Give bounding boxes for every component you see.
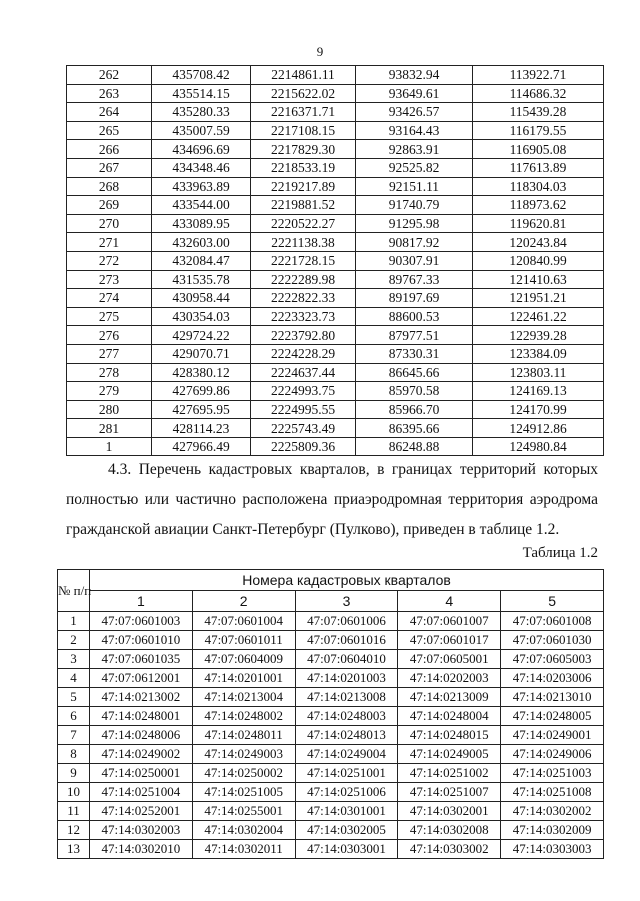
table-cell: 264 bbox=[67, 103, 152, 122]
table-cell: 262 bbox=[67, 66, 152, 85]
table-cell: 280 bbox=[67, 400, 152, 419]
table-cell: 428114.23 bbox=[152, 419, 251, 438]
table-cell: 124169.13 bbox=[473, 382, 604, 401]
cadastral-number: 47:14:0302010 bbox=[90, 840, 193, 859]
table-row bbox=[67, 437, 604, 456]
table-cell: 433089.95 bbox=[152, 214, 251, 233]
table-cell: 115439.28 bbox=[473, 103, 604, 122]
cadastral-number: 47:14:0302002 bbox=[501, 802, 604, 821]
row-number-header: № п/п bbox=[58, 570, 90, 612]
column-number: 4 bbox=[398, 591, 501, 612]
cadastral-number: 47:14:0249005 bbox=[398, 745, 501, 764]
table-row bbox=[58, 726, 604, 745]
cadastral-number: 47:14:0248006 bbox=[90, 726, 193, 745]
table-cell: 2215622.02 bbox=[251, 84, 356, 103]
cadastral-number: 47:14:0303003 bbox=[501, 840, 604, 859]
table-cell: 2225809.36 bbox=[251, 437, 356, 456]
table-cell: 431535.78 bbox=[152, 270, 251, 289]
table-cell: 90307.91 bbox=[356, 251, 473, 270]
cadastral-number: 47:14:0302003 bbox=[90, 821, 193, 840]
table-cell: 429070.71 bbox=[152, 344, 251, 363]
cadastral-number: 47:14:0201001 bbox=[192, 669, 295, 688]
table-cell: 435007.59 bbox=[152, 121, 251, 140]
table-cell: 427966.49 bbox=[152, 437, 251, 456]
page-number: 9 bbox=[316, 44, 324, 59]
table-cell: 430354.03 bbox=[152, 307, 251, 326]
row-number: 1 bbox=[58, 612, 90, 631]
cadastral-number: 47:14:0213009 bbox=[398, 688, 501, 707]
table-cell: 118304.03 bbox=[473, 177, 604, 196]
table-cell: 89197.69 bbox=[356, 289, 473, 308]
cadastral-number: 47:14:0302004 bbox=[192, 821, 295, 840]
table-row bbox=[67, 326, 604, 345]
table-cell: 435280.33 bbox=[152, 103, 251, 122]
table-cell: 2223792.80 bbox=[251, 326, 356, 345]
row-number: 9 bbox=[58, 764, 90, 783]
table-cell: 2224995.55 bbox=[251, 400, 356, 419]
table-cell: 88600.53 bbox=[356, 307, 473, 326]
table-cell: 274 bbox=[67, 289, 152, 308]
table-cell: 2219881.52 bbox=[251, 196, 356, 215]
column-number: 1 bbox=[90, 591, 193, 612]
table-cell: 113922.71 bbox=[473, 66, 604, 85]
table-row bbox=[67, 419, 604, 438]
cadastral-number: 47:14:0213002 bbox=[90, 688, 193, 707]
cadastral-number: 47:07:0601010 bbox=[90, 631, 193, 650]
table-row bbox=[67, 103, 604, 122]
table-row bbox=[67, 84, 604, 103]
table-row bbox=[58, 745, 604, 764]
cadastral-number: 47:14:0302001 bbox=[398, 802, 501, 821]
table-cell: 87330.31 bbox=[356, 344, 473, 363]
cadastral-number: 47:14:0251005 bbox=[192, 783, 295, 802]
cadastral-number: 47:07:0604010 bbox=[295, 650, 398, 669]
table-cell: 93426.57 bbox=[356, 103, 473, 122]
cadastral-number: 47:14:0249004 bbox=[295, 745, 398, 764]
table-cell: 89767.33 bbox=[356, 270, 473, 289]
cadastral-quarters-table bbox=[57, 569, 604, 859]
table-row bbox=[67, 251, 604, 270]
table-caption: Таблица 1.2 bbox=[522, 545, 598, 561]
table-cell: 116179.55 bbox=[473, 121, 604, 140]
table-cell: 120243.84 bbox=[473, 233, 604, 252]
cadastral-number: 47:14:0201003 bbox=[295, 669, 398, 688]
table-row bbox=[58, 650, 604, 669]
table-cell: 435514.15 bbox=[152, 84, 251, 103]
row-number: 2 bbox=[58, 631, 90, 650]
coordinates-table bbox=[66, 65, 604, 456]
cadastral-number: 47:07:0605001 bbox=[398, 650, 501, 669]
cadastral-number: 47:14:0202003 bbox=[398, 669, 501, 688]
cadastral-number: 47:14:0302008 bbox=[398, 821, 501, 840]
table-cell: 435708.42 bbox=[152, 66, 251, 85]
table-cell: 2224993.75 bbox=[251, 382, 356, 401]
table-cell: 93649.61 bbox=[356, 84, 473, 103]
table-cell: 2218533.19 bbox=[251, 158, 356, 177]
table-row bbox=[67, 233, 604, 252]
cadastral-number: 47:14:0248005 bbox=[501, 707, 604, 726]
table-cell: 124980.84 bbox=[473, 437, 604, 456]
cadastral-number: 47:14:0301001 bbox=[295, 802, 398, 821]
cadastral-number: 47:14:0251001 bbox=[295, 764, 398, 783]
cadastral-number: 47:07:0612001 bbox=[90, 669, 193, 688]
table-row bbox=[67, 177, 604, 196]
table-cell: 427699.86 bbox=[152, 382, 251, 401]
cadastral-number: 47:14:0252001 bbox=[90, 802, 193, 821]
table-cell: 123384.09 bbox=[473, 344, 604, 363]
table-cell: 122461.22 bbox=[473, 307, 604, 326]
table-cell: 122939.28 bbox=[473, 326, 604, 345]
row-number: 7 bbox=[58, 726, 90, 745]
cadastral-number: 47:07:0601035 bbox=[90, 650, 193, 669]
table-cell: 86395.66 bbox=[356, 419, 473, 438]
cadastral-number: 47:07:0605003 bbox=[501, 650, 604, 669]
table-row bbox=[58, 631, 604, 650]
cadastral-number: 47:07:0604009 bbox=[192, 650, 295, 669]
cadastral-number: 47:14:0249003 bbox=[192, 745, 295, 764]
table-cell: 92525.82 bbox=[356, 158, 473, 177]
table-row bbox=[58, 612, 604, 631]
table-cell: 119620.81 bbox=[473, 214, 604, 233]
table-cell: 281 bbox=[67, 419, 152, 438]
cadastral-number: 47:14:0255001 bbox=[192, 802, 295, 821]
cadastral-number: 47:14:0251007 bbox=[398, 783, 501, 802]
table-cell: 2221728.15 bbox=[251, 251, 356, 270]
cadastral-number: 47:07:0601008 bbox=[501, 612, 604, 631]
table-row bbox=[58, 707, 604, 726]
cadastral-number: 47:07:0601006 bbox=[295, 612, 398, 631]
table-cell: 265 bbox=[67, 121, 152, 140]
table-cell: 121410.63 bbox=[473, 270, 604, 289]
table-cell: 433963.89 bbox=[152, 177, 251, 196]
table-cell: 270 bbox=[67, 214, 152, 233]
table-cell: 2214861.11 bbox=[251, 66, 356, 85]
cadastral-number: 47:14:0250002 bbox=[192, 764, 295, 783]
table-cell: 271 bbox=[67, 233, 152, 252]
table-cell: 266 bbox=[67, 140, 152, 159]
table-row bbox=[67, 363, 604, 382]
cadastral-number: 47:14:0249002 bbox=[90, 745, 193, 764]
row-number: 6 bbox=[58, 707, 90, 726]
cadastral-number: 47:07:0601007 bbox=[398, 612, 501, 631]
cadastral-number: 47:07:0601004 bbox=[192, 612, 295, 631]
cadastral-number: 47:14:0213008 bbox=[295, 688, 398, 707]
table-cell: 2222289.98 bbox=[251, 270, 356, 289]
paragraph-text: 4.3. Перечень кадастровых кварталов, в границах территорий которых полностью или частично расположена приаэродромная территория аэродрома гражданской авиации Санкт-Петербург (Пулково), приведен в таблице 1.2. bbox=[66, 461, 598, 538]
table-cell: 272 bbox=[67, 251, 152, 270]
cadastral-number: 47:14:0249001 bbox=[501, 726, 604, 745]
table-cell: 86645.66 bbox=[356, 363, 473, 382]
table-cell: 91295.98 bbox=[356, 214, 473, 233]
section-paragraph bbox=[66, 455, 598, 545]
table-cell: 430958.44 bbox=[152, 289, 251, 308]
table-cell: 92863.91 bbox=[356, 140, 473, 159]
table-cell: 434348.46 bbox=[152, 158, 251, 177]
table-cell: 93164.43 bbox=[356, 121, 473, 140]
column-number: 3 bbox=[295, 591, 398, 612]
table-row bbox=[67, 66, 604, 85]
table-row bbox=[58, 821, 604, 840]
table-row bbox=[67, 344, 604, 363]
table-cell: 121951.21 bbox=[473, 289, 604, 308]
cadastral-number: 47:14:0251008 bbox=[501, 783, 604, 802]
table-cell: 2216371.71 bbox=[251, 103, 356, 122]
cadastral-number: 47:14:0248002 bbox=[192, 707, 295, 726]
table-cell: 120840.99 bbox=[473, 251, 604, 270]
table-row bbox=[58, 669, 604, 688]
table-row bbox=[58, 688, 604, 707]
table-cell: 92151.11 bbox=[356, 177, 473, 196]
table-cell: 433544.00 bbox=[152, 196, 251, 215]
cadastral-number: 47:07:0601011 bbox=[192, 631, 295, 650]
table-cell: 91740.79 bbox=[356, 196, 473, 215]
cadastral-number: 47:07:0601017 bbox=[398, 631, 501, 650]
row-number: 12 bbox=[58, 821, 90, 840]
table-cell: 432084.47 bbox=[152, 251, 251, 270]
column-number: 2 bbox=[192, 591, 295, 612]
cadastral-number: 47:14:0303001 bbox=[295, 840, 398, 859]
row-number: 10 bbox=[58, 783, 90, 802]
table-cell: 2217108.15 bbox=[251, 121, 356, 140]
table-cell: 1 bbox=[67, 437, 152, 456]
table-cell: 118973.62 bbox=[473, 196, 604, 215]
table-cell: 2217829.30 bbox=[251, 140, 356, 159]
table-cell: 2224637.44 bbox=[251, 363, 356, 382]
table-cell: 263 bbox=[67, 84, 152, 103]
row-number: 5 bbox=[58, 688, 90, 707]
table-row bbox=[67, 121, 604, 140]
table-cell: 429724.22 bbox=[152, 326, 251, 345]
table-row bbox=[58, 802, 604, 821]
table-row bbox=[67, 400, 604, 419]
cadastral-number: 47:14:0251006 bbox=[295, 783, 398, 802]
cadastral-number: 47:14:0203006 bbox=[501, 669, 604, 688]
table-cell: 124170.99 bbox=[473, 400, 604, 419]
table-cell: 267 bbox=[67, 158, 152, 177]
cadastral-number: 47:07:0601003 bbox=[90, 612, 193, 631]
table-cell: 2223323.73 bbox=[251, 307, 356, 326]
table-cell: 277 bbox=[67, 344, 152, 363]
cadastral-number: 47:14:0248003 bbox=[295, 707, 398, 726]
table-cell: 2219217.89 bbox=[251, 177, 356, 196]
table-row bbox=[67, 196, 604, 215]
table-cell: 90817.92 bbox=[356, 233, 473, 252]
table-cell: 2222822.33 bbox=[251, 289, 356, 308]
cadastral-number: 47:14:0248001 bbox=[90, 707, 193, 726]
table-cell: 269 bbox=[67, 196, 152, 215]
table-cell: 116905.08 bbox=[473, 140, 604, 159]
table-cell: 279 bbox=[67, 382, 152, 401]
cadastral-number: 47:14:0302009 bbox=[501, 821, 604, 840]
cadastral-number: 47:14:0248011 bbox=[192, 726, 295, 745]
table-cell: 278 bbox=[67, 363, 152, 382]
table-cell: 87977.51 bbox=[356, 326, 473, 345]
table-row bbox=[58, 783, 604, 802]
table-cell: 276 bbox=[67, 326, 152, 345]
table-cell: 86248.88 bbox=[356, 437, 473, 456]
row-number: 13 bbox=[58, 840, 90, 859]
table-row bbox=[67, 158, 604, 177]
table-cell: 123803.11 bbox=[473, 363, 604, 382]
cadastral-number: 47:14:0248013 bbox=[295, 726, 398, 745]
table-cell: 273 bbox=[67, 270, 152, 289]
table-cell: 2221138.38 bbox=[251, 233, 356, 252]
cadastral-number: 47:14:0213010 bbox=[501, 688, 604, 707]
table-row bbox=[58, 764, 604, 783]
table-row bbox=[67, 140, 604, 159]
cadastral-number: 47:14:0248015 bbox=[398, 726, 501, 745]
table-cell: 114686.32 bbox=[473, 84, 604, 103]
row-number: 8 bbox=[58, 745, 90, 764]
cadastral-number: 47:14:0251002 bbox=[398, 764, 501, 783]
table-cell: 2225743.49 bbox=[251, 419, 356, 438]
cadastral-number: 47:14:0302011 bbox=[192, 840, 295, 859]
table-cell: 85966.70 bbox=[356, 400, 473, 419]
table-row bbox=[67, 382, 604, 401]
table-row bbox=[58, 840, 604, 859]
row-number: 4 bbox=[58, 669, 90, 688]
cadastral-number: 47:14:0251003 bbox=[501, 764, 604, 783]
table-cell: 93832.94 bbox=[356, 66, 473, 85]
table-cell: 428380.12 bbox=[152, 363, 251, 382]
cadastral-number: 47:14:0250001 bbox=[90, 764, 193, 783]
cadastral-number: 47:07:0601030 bbox=[501, 631, 604, 650]
cadastral-header-title: Номера кадастровых кварталов bbox=[90, 570, 604, 591]
table-cell: 434696.69 bbox=[152, 140, 251, 159]
cadastral-number: 47:14:0249006 bbox=[501, 745, 604, 764]
row-number: 3 bbox=[58, 650, 90, 669]
table-row bbox=[67, 214, 604, 233]
cadastral-number: 47:14:0248004 bbox=[398, 707, 501, 726]
table-cell: 275 bbox=[67, 307, 152, 326]
cadastral-number: 47:14:0303002 bbox=[398, 840, 501, 859]
table-cell: 427695.95 bbox=[152, 400, 251, 419]
cadastral-number: 47:14:0302005 bbox=[295, 821, 398, 840]
table-cell: 124912.86 bbox=[473, 419, 604, 438]
cadastral-number: 47:14:0251004 bbox=[90, 783, 193, 802]
table-cell: 432603.00 bbox=[152, 233, 251, 252]
table-cell: 268 bbox=[67, 177, 152, 196]
table-row bbox=[67, 289, 604, 308]
table-cell: 85970.58 bbox=[356, 382, 473, 401]
row-number: 11 bbox=[58, 802, 90, 821]
table-row bbox=[67, 270, 604, 289]
table-row bbox=[67, 307, 604, 326]
cadastral-number: 47:14:0213004 bbox=[192, 688, 295, 707]
table-cell: 2220522.27 bbox=[251, 214, 356, 233]
column-number: 5 bbox=[501, 591, 604, 612]
cadastral-number: 47:07:0601016 bbox=[295, 631, 398, 650]
table-cell: 2224228.29 bbox=[251, 344, 356, 363]
table-cell: 117613.89 bbox=[473, 158, 604, 177]
